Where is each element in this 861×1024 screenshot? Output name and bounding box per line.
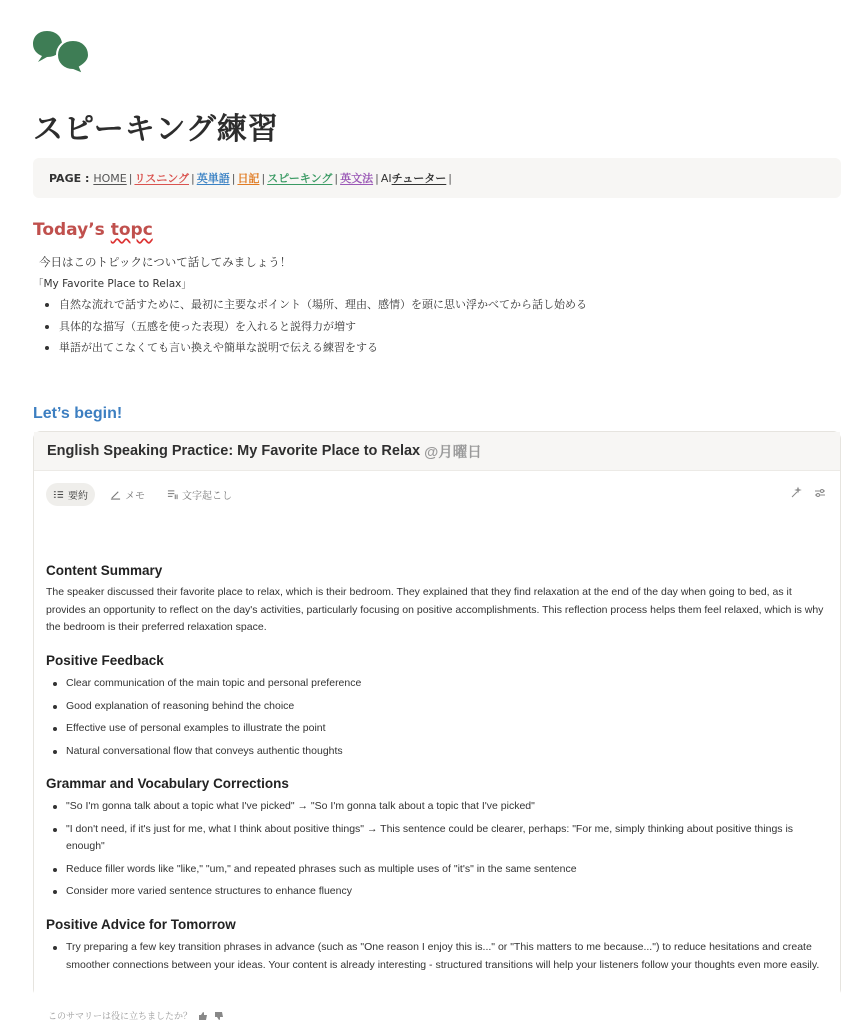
topic-name: 「My Favorite Place to Relax」 — [33, 278, 192, 290]
card-header[interactable] — [34, 432, 840, 470]
topic-tip: 単語が出てこなくても言い換えや簡単な説明で伝える練習をする — [33, 337, 587, 359]
nav-separator: | — [231, 171, 236, 185]
list-item: Effective use of personal examples to illustrate the point — [46, 720, 830, 738]
page-title: スピーキング練習 — [33, 112, 279, 147]
topic-heading-text: Today’s — [33, 220, 105, 240]
date-mention[interactable]: @月曜日 — [424, 444, 482, 461]
nav-ai-prefix: AI — [380, 171, 392, 185]
topic-intro: 今日はこのトピックについて話してみましょう！ — [39, 255, 292, 269]
positive-feedback-list — [46, 675, 830, 765]
list-item: Natural conversational flow that conveys authentic thoughts — [46, 743, 830, 761]
summary-feedback — [48, 1009, 224, 1022]
summary-list-icon — [53, 489, 64, 500]
tab-memo-label: メモ — [125, 491, 145, 502]
list-item: "I don't need, if it's just for me, what I think about positive things" → This sentence could be clearer, perhaps: "For me, simply thinking about positive things is enough" — [46, 821, 830, 856]
list-item: Clear communication of the main topic and personal preference — [46, 675, 830, 693]
list-item: Reduce filler words like "like," "um," and repeated phrases such as multiple uses of "it's" in the same sentence — [46, 861, 830, 879]
nav-separator: | — [261, 171, 266, 185]
tab-memo[interactable] — [103, 483, 152, 506]
card-title: English Speaking Practice: My Favorite Place to Relax — [47, 443, 421, 459]
tab-transcript[interactable] — [160, 483, 239, 506]
topic-heading — [33, 220, 153, 240]
nav-link-speaking[interactable]: スピーキング — [267, 172, 333, 185]
summary-text: The speaker discussed their favorite place to relax, which is their bedroom. They explained that they find relaxation at the end of the day when going to bed, as it provides an opportunity to reflect on the day's activities, particularly focusing on positive accomplishments. This reflection process helps them feel relaxed, which is why the bedroom is their preferred relaxation space. — [46, 586, 824, 633]
grammar-list — [46, 798, 830, 906]
page-nav-bar — [33, 158, 841, 198]
list-item: Good explanation of reasoning behind the choice — [46, 698, 830, 716]
list-item: Consider more varied sentence structures to enhance fluency — [46, 883, 830, 901]
advice-list — [46, 939, 830, 979]
feedback-prompt: このサマリーは役に立ちましたか？ — [48, 1012, 193, 1022]
tab-transcript-label: 文字起こし — [182, 491, 232, 502]
nav-link-grammar[interactable]: 英文法 — [340, 172, 374, 185]
list-item: "So I'm gonna talk about a topic what I've picked" → "So I'm gonna talk about a topic that I've picked" — [46, 798, 830, 816]
sparkle-edit-icon[interactable] — [790, 487, 802, 499]
tab-summary[interactable] — [46, 483, 95, 506]
nav-separator: | — [128, 171, 133, 185]
positive-feedback-heading: Positive Feedback — [46, 653, 164, 668]
nav-link-ai-tutor[interactable]: チューター — [391, 172, 447, 185]
topic-heading-misspelled-word: topc — [110, 220, 153, 240]
topic-tip: 具体的な描写（五感を使った表現）を入れると説得力が増す — [33, 316, 587, 338]
ai-meeting-notes-card — [33, 431, 841, 1022]
speech-bubbles-icon — [33, 28, 91, 74]
nav-link-diary[interactable]: 日記 — [237, 172, 260, 185]
nav-link-home[interactable]: HOME — [93, 171, 127, 185]
list-item: Try preparing a few key transition phrases in advance (such as "One reason I enjoy this is..." or "This matters to me because...") to reduce hesitations and create smoother connections between your ideas. Your content is already interesting - structured transitions will help your listeners follow your thoughts even more easily. — [46, 939, 830, 974]
card-body — [34, 470, 840, 1022]
tab-summary-label: 要約 — [68, 491, 88, 502]
pen-icon — [110, 489, 121, 500]
thumbs-up-icon[interactable] — [198, 1011, 208, 1021]
nav-separator: | — [448, 171, 452, 185]
nav-label: PAGE : — [49, 171, 90, 185]
topic-tips-list — [33, 294, 587, 359]
settings-sliders-icon[interactable] — [814, 487, 826, 499]
nav-separator: | — [191, 171, 195, 185]
transcript-icon — [167, 489, 178, 500]
nav-link-listening[interactable]: リスニング — [134, 172, 189, 185]
topic-tip: 自然な流れで話すために、最初に主要なポイント（場所、理由、感情）を頭に思い浮かべてから話し始める — [33, 294, 587, 316]
notes-tabs — [46, 483, 239, 506]
thumbs-down-icon[interactable] — [214, 1011, 224, 1021]
grammar-heading: Grammar and Vocabulary Corrections — [46, 776, 289, 791]
nav-separator: | — [375, 171, 379, 185]
nav-link-vocabulary[interactable]: 英単語 — [196, 172, 230, 185]
card-tools — [790, 487, 826, 499]
nav-separator: | — [334, 171, 339, 185]
begin-heading: Let’s begin! — [33, 405, 123, 422]
summary-heading: Content Summary — [46, 563, 163, 578]
advice-heading: Positive Advice for Tomorrow — [46, 917, 236, 932]
